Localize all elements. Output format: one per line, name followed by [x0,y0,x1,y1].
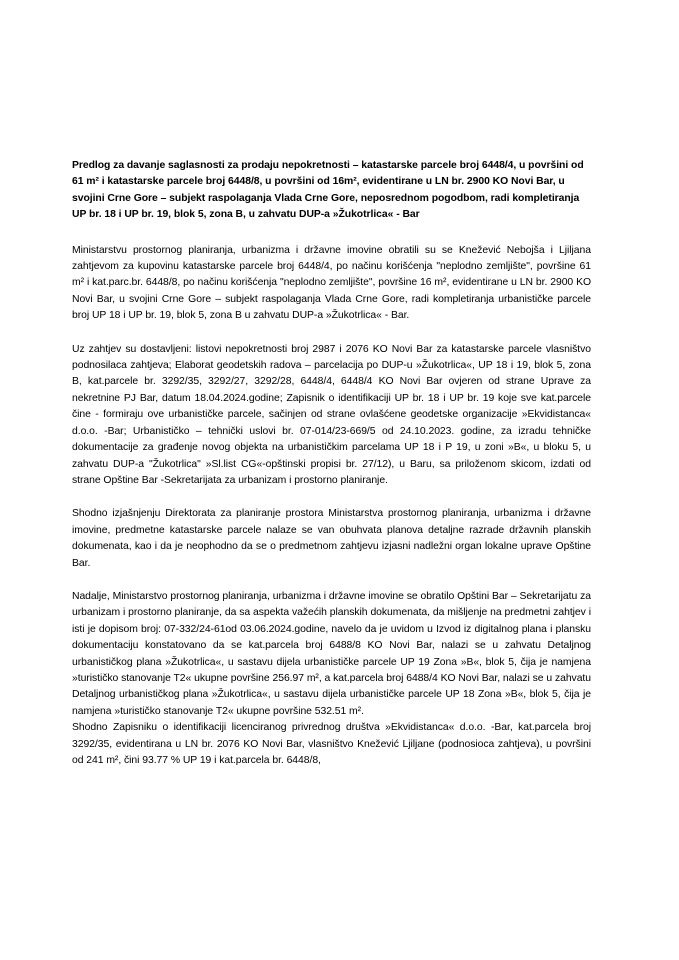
paragraph-1: Ministarstvu prostornog planiranja, urbanizma i državne imovine obratili su se Knežević Neboјša i Ljiljana zahtjevom za kupovinu katastarske parcele broj 6448/4, po načinu korišćenja "neplodno zemljište", površine 61 m² i kat.parc.br. 6448/8, po načinu korišćenja "neplodno zemljište", površine 16 m², evidentirane u LN br. 2900 KO Novi Bar, u svojini Crne Gore – subjekt raspolaganja Vlada Crne Gore, radi kompletiranja urbanističke parcele broj UP 18 i UP br. 19, blok 5, zona B u zahvatu DUP-a »Žukotrlica« - Bar. [72,244,591,322]
paragraph-5: Shodno Zapisniku o identifikaciji licenciranog privrednog društva »Ekvidistanca« d.o.o. -Bar, kat.parcela broj 3292/35, evidentirana u LN br. 2076 KO Novi Bar, vlasništvo Knežević Ljiljane (podnosioca zahtjeva), u površini od 241 m², čini 93.77 % UP 19 i kat.parcela br. 6448/8, [72,722,591,766]
document-title: Predlog za davanje saglasnosti za prodaju nepokretnosti – katastarske parcele broj 6448/4, u površini od 61 m² i katastarske parcele broj 6448/8, u površini od 16m², evidentirane u LN br. 2900 KO Novi Bar, u svojini Crne Gore – subjekt raspolaganja Vlada Crne Gore, neposrednom pogodbom, radi kompletiranja UP br. 18 i UP br. 19, blok 5, zona B, u zahvatu DUP-a »Žukotrlica« - Bar [72,160,584,221]
paragraph-2: Uz zahtjev su dostavljeni: listovi nepokretnosti broj 2987 i 2076 KO Novi Bar za katastarske parcele vlasništvo podnosilaca zahtjeva; Elaborat geodetskih radova – parcelacija po DUP-u »Žukotrlica«, UP 18 i 19, blok 5, zona B, kat.parcele br. 3292/35, 3292/27, 3292/28, 6448/4, 6448/4 KO Novi Bar ovjeren od strane Uprave za nekretnine PJ Bar, datum 18.04.2024.godine; Zapisnik o identifikaciji UP br. 18 i UP br. 19 koje sve kat.parcele čine - formiraju ove urbanističke parcele, sačinjen od strane ovlašćene geodetske organizacije »Ekvidistanca« d.o.o. -Bar; Urbanističko – tehnički uslovi br. 07-014/23-669/5 od 24.10.2023. godine, za izradu tehničke dokumentacije za građenje novog objekta na urbanističkim parcelama UP 18 i P 19, u zoni »B«, u bloku 5, u zahvatu DUP-a "Žukotrlica" »Sl.list CG«-opštinski propisi br. 27/12), u Baru, sa priloženom skicom, izdati od strane Opštine Bar -Sekretarijata za urbanizam i prostorno planiranje. [72,343,591,486]
paragraph-4: Nadalje, Ministarstvo prostornog planiranja, urbanizma i državne imovine se obratilo Opštini Bar – Sekretarijatu za urbanizam i prostorno planiranje, da sa aspekta važećih planskih dokumenata, da mišljenje na predmetni zahtjev i isti je dopisom broj: 07-332/24-61od 03.06.2024.godine, navelo da je uvidom u Izvod iz digitalnog plana i plansku dokumentaciju konstatovano da se kat.parcela broj 6488/8 KO Novi Bar, nalazi se u zahvatu Detaljnog urbanističkog plana »Žukotrlica«, u sastavu dijela urbanističke parcele UP 19 Zona »B«, blok 5, čija je namjena »turističko stanovanje T2« ukupne površine 256.97 m², a kat.parcela broj 6488/4 KO Novi Bar, nalazi se u zahvatu Detaljnog urbanističkog plana »Žukotrlica«, u sastavu dijela urbanističke parcele UP 18 Zona »B«, blok 5, čija je namjena »turističko stanovanje T2« ukupne površine 532.51 m². [72,590,591,717]
paragraph-3: Shodno izjašnjenju Direktorata za planiranje prostora Ministarstva prostornog planiranja, urbanizma i državne imovine, predmetne katastarske parcele nalaze se van obuhvata planova detaljne razrade državnih planskih dokumenata, kao i da je neophodno da se o predmetnom zahtjevu izjasni nadležni organ lokalne uprave Opštine Bar. [72,508,591,569]
